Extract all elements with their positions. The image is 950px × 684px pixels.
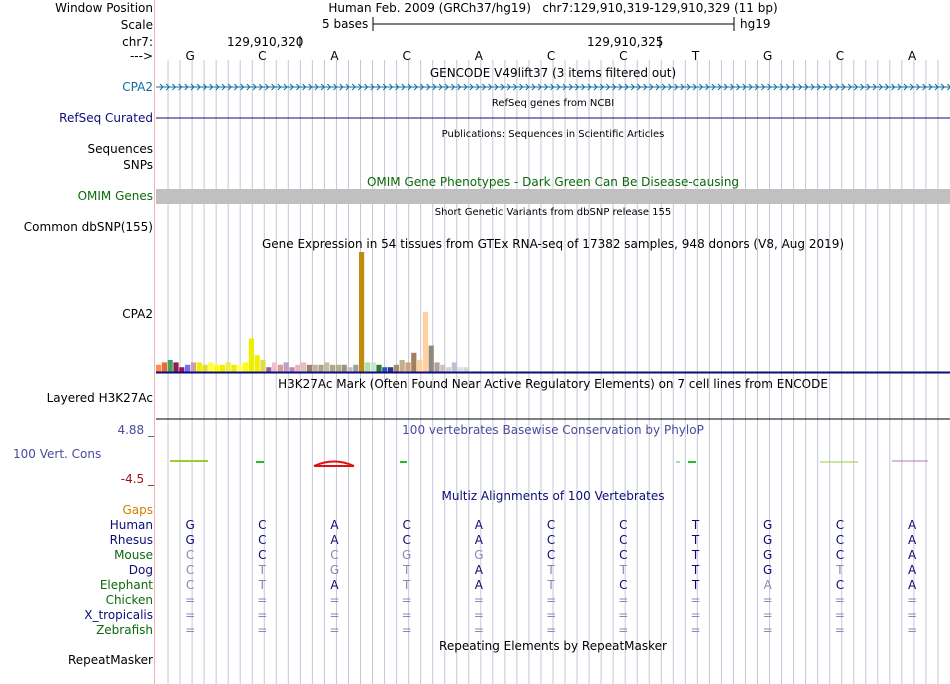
alignment-base: C: [185, 548, 195, 562]
refseq-label[interactable]: RefSeq Curated: [59, 111, 153, 125]
alignment-base: T: [691, 518, 700, 532]
alignment-base: T: [619, 563, 627, 577]
alignment-base: =: [690, 608, 701, 622]
alignment-base: =: [907, 593, 918, 607]
ruler-title: Human Feb. 2009 (GRCh37/hg19) chr7:129,910,319-129,910,329 (11 bp): [328, 1, 778, 15]
alignment-base: G: [329, 563, 340, 577]
alignment-base: G: [402, 548, 412, 562]
repeatmasker-label[interactable]: RepeatMasker: [67, 653, 153, 667]
alignment-base: =: [257, 623, 268, 637]
chr-label: chr7:: [122, 35, 153, 49]
alignment-base: =: [185, 593, 196, 607]
alignment-base: C: [619, 533, 628, 547]
multiz-title: Multiz Alignments of 100 Vertebrates: [441, 489, 665, 503]
omim-title: OMIM Gene Phenotypes - Dark Green Can Be Disease-causing: [366, 175, 740, 189]
ruler-base: C: [546, 49, 556, 63]
alignment-base: =: [185, 608, 196, 622]
alignment-base: C: [330, 548, 339, 562]
species-label[interactable]: Elephant: [99, 578, 153, 592]
alignment-base: =: [401, 593, 412, 607]
gencode-title: GENCODE V49lift37 (3 items filtered out): [429, 66, 677, 80]
alignment-base: =: [834, 593, 845, 607]
scale-text: 5 bases: [322, 17, 369, 31]
ruler-position-b: 129,910,325: [587, 35, 664, 49]
alignment-base: G: [763, 533, 773, 547]
ruler-base: A: [474, 49, 483, 63]
alignment-base: A: [907, 518, 917, 532]
alignment-base: T: [547, 578, 555, 592]
omim-bar[interactable]: [156, 189, 950, 204]
dbsnp-label[interactable]: Common dbSNP(155): [23, 220, 153, 234]
alignment-base: T: [691, 563, 700, 577]
ruler-base: T: [691, 49, 700, 63]
alignment-base: G: [763, 548, 773, 562]
species-label[interactable]: Zebrafish: [96, 623, 153, 637]
alignment-base: G: [185, 518, 195, 532]
alignment-base: T: [403, 578, 411, 592]
label-column-border: [154, 0, 155, 684]
alignment-base: A: [330, 578, 339, 592]
alignment-base: =: [185, 623, 196, 637]
alignment-base: =: [473, 623, 484, 637]
alignment-base: A: [907, 533, 917, 547]
species-label[interactable]: Rhesus: [109, 533, 153, 547]
alignment-base: =: [907, 608, 918, 622]
alignment-base: =: [473, 593, 484, 607]
alignment-base: =: [690, 593, 701, 607]
gtex-label[interactable]: CPA2: [122, 307, 153, 321]
species-label[interactable]: X_tropicalis: [84, 608, 153, 622]
alignment-base: G: [763, 563, 773, 577]
alignment-base: =: [618, 593, 629, 607]
species-label[interactable]: Dog: [128, 563, 153, 577]
alignment-base: T: [836, 563, 844, 577]
alignment-base: T: [691, 533, 700, 547]
omim-label[interactable]: OMIM Genes: [77, 189, 153, 203]
cons-title: 100 vertebrates Basewise Conservation by PhyloP: [402, 423, 704, 437]
alignment-base: T: [691, 578, 700, 592]
ruler-base: C: [835, 49, 845, 63]
gaps-label[interactable]: Gaps: [122, 503, 153, 517]
ruler-base: C: [402, 49, 411, 63]
alignment-base: =: [690, 623, 701, 637]
alignment-base: =: [257, 593, 268, 607]
alignment-base: =: [834, 608, 845, 622]
alignment-base: C: [258, 548, 267, 562]
alignment-base: A: [474, 518, 483, 532]
alignment-base: G: [763, 518, 773, 532]
alignment-base: =: [762, 593, 773, 607]
alignment-base: C: [546, 533, 556, 547]
ruler-base: G: [185, 49, 195, 63]
alignment-base: C: [402, 533, 411, 547]
repeatmasker-title: Repeating Elements by RepeatMasker: [439, 639, 667, 653]
alignment-base: =: [401, 608, 412, 622]
refseq-title: RefSeq genes from NCBI: [491, 98, 615, 109]
alignment-base: =: [907, 623, 918, 637]
alignment-base: A: [330, 533, 339, 547]
alignment-base: C: [835, 518, 845, 532]
alignment-base: A: [907, 548, 917, 562]
alignment-base: T: [258, 563, 266, 577]
alignment-base: C: [546, 518, 556, 532]
alignment-base: C: [546, 548, 556, 562]
alignment-base: C: [402, 518, 411, 532]
species-label[interactable]: Mouse: [114, 548, 153, 562]
alignment-base: C: [619, 548, 628, 562]
publications-title: Publications: Sequences in Scientific Articles: [441, 129, 665, 140]
alignment-base: =: [546, 608, 557, 622]
gencode-label[interactable]: CPA2: [122, 80, 153, 94]
alignment-base: T: [547, 563, 555, 577]
alignment-base: C: [835, 533, 845, 547]
alignment-base: A: [474, 533, 483, 547]
alignment-base: G: [474, 548, 484, 562]
ruler-position-a: 129,910,320: [227, 35, 304, 49]
h3k27ac-label[interactable]: Layered H3K27Ac: [46, 391, 153, 405]
cons-max: 4.88 _: [117, 423, 154, 437]
gtex-title: Gene Expression in 54 tissues from GTEx RNA-seq of 17382 samples, 948 donors (V8, Aug 2019): [261, 237, 845, 251]
alignment-base: C: [258, 533, 267, 547]
alignment-base: C: [258, 518, 267, 532]
alignment-base: =: [618, 608, 629, 622]
alignment-base: A: [474, 578, 483, 592]
window-position-label: Window Position: [55, 1, 153, 15]
scale-label: Scale: [120, 18, 153, 32]
alignment-base: C: [835, 548, 845, 562]
alignment-base: A: [474, 563, 483, 577]
alignment-base: =: [762, 608, 773, 622]
alignment-base: =: [473, 608, 484, 622]
alignment-base: =: [329, 593, 340, 607]
alignment-base: =: [329, 623, 340, 637]
ruler-base: A: [907, 49, 917, 63]
alignment-base: C: [185, 578, 195, 592]
alignment-base: =: [329, 608, 340, 622]
alignment-base: T: [691, 548, 700, 562]
alignment-base: A: [907, 578, 917, 592]
ruler-base: C: [258, 49, 267, 63]
cons-min: -4.5 _: [120, 472, 154, 486]
alignment-base: A: [907, 563, 917, 577]
alignment-base: C: [835, 578, 845, 592]
alignment-base: C: [619, 518, 628, 532]
cons-label[interactable]: 100 Vert. Cons: [13, 447, 102, 461]
alignment-base: C: [619, 578, 628, 592]
assembly-text: hg19: [740, 17, 771, 31]
alignment-base: =: [618, 623, 629, 637]
alignment-base: =: [546, 623, 557, 637]
alignment-base: T: [403, 563, 411, 577]
h3k27ac-title: H3K27Ac Mark (Often Found Near Active Regulatory Elements) on 7 cell lines from ENCODE: [278, 377, 828, 391]
strand-label: --->: [129, 49, 153, 63]
species-label[interactable]: Chicken: [105, 593, 153, 607]
alignment-base: T: [258, 578, 266, 592]
ruler-base: A: [330, 49, 339, 63]
alignment-base: =: [762, 623, 773, 637]
alignment-base: C: [185, 563, 195, 577]
alignment-base: =: [834, 623, 845, 637]
sequences-label[interactable]: Sequences: [87, 142, 153, 156]
alignment-base: =: [546, 593, 557, 607]
dbsnp-title: Short Genetic Variants from dbSNP release 155: [434, 207, 672, 218]
species-label[interactable]: Human: [109, 518, 153, 532]
alignment-base: A: [330, 518, 339, 532]
alignment-base: =: [401, 623, 412, 637]
ruler-base: G: [763, 49, 773, 63]
snps-label[interactable]: SNPs: [123, 158, 153, 172]
alignment-base: =: [257, 608, 268, 622]
alignment-base: G: [185, 533, 195, 547]
alignment-base: A: [763, 578, 772, 592]
ruler-base: C: [619, 49, 628, 63]
